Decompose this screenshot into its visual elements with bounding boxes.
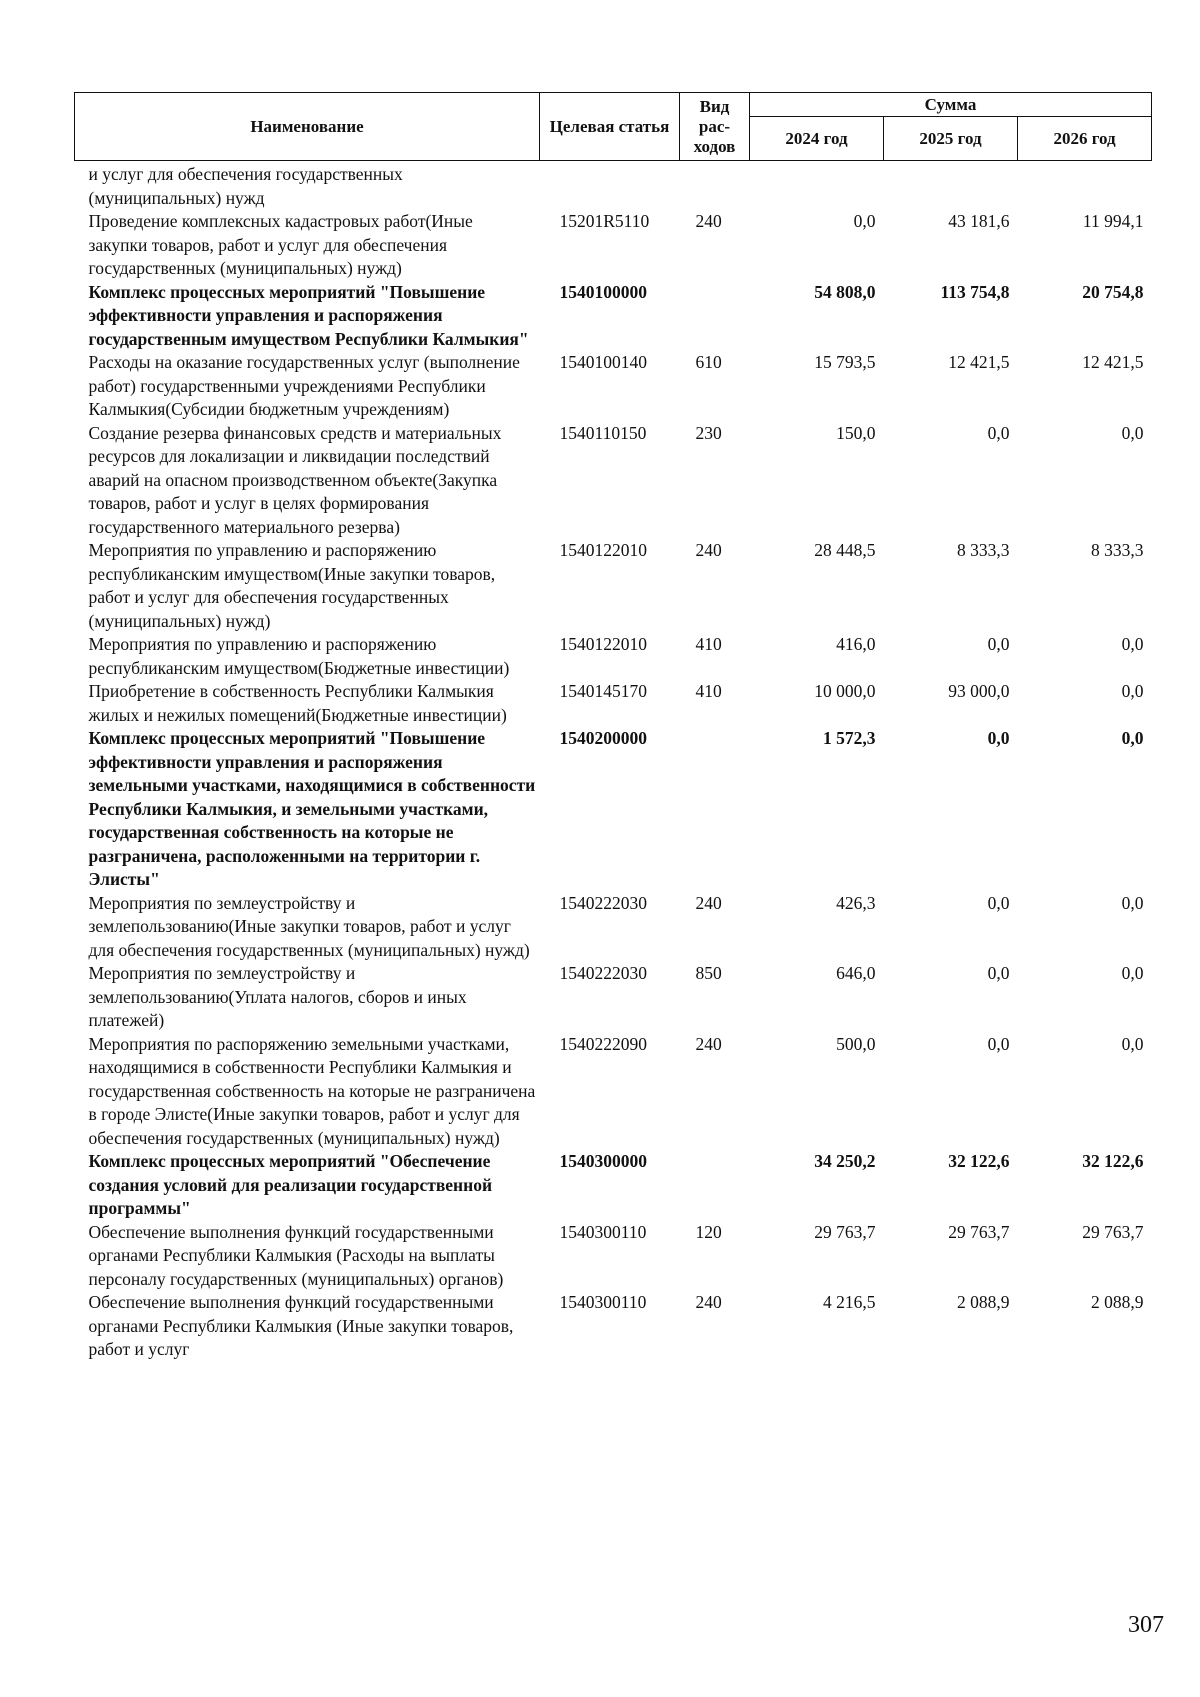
header-name: Наименование <box>75 93 540 161</box>
table-row <box>75 1291 1152 1362</box>
row-sum-2026: 20 754,8 <box>1082 281 1144 302</box>
row-sum-2025: 43 181,6 <box>948 211 1010 231</box>
row-kind: 850 <box>695 963 722 983</box>
row-name: Мероприятия по распоряжению земельными участками, находящимися в собственности Республики Калмыкия и государственная собственность на которые не разграничена в городе Элисте(Иные закупки товаров, работ и услуг для обеспечения государственных (муниципальных) нужд) <box>88 1033 536 1148</box>
row-sum-2026: 2 088,9 <box>1091 1292 1144 1312</box>
row-sum-2024: 150,0 <box>836 422 876 443</box>
row-sum-2025: 2 088,9 <box>957 1292 1010 1312</box>
row-name: Комплекс процессных мероприятий "Повышение эффективности управления и распоряжения государственным имуществом Республики Калмыкия" <box>88 281 529 349</box>
row-sum-2025: 0,0 <box>987 963 1010 983</box>
row-sum-2024: 416,0 <box>836 634 876 654</box>
row-sum-2026: 8 333,3 <box>1091 540 1144 560</box>
row-article: 1540100000 <box>559 281 647 302</box>
table-row <box>75 210 1152 281</box>
table-row <box>75 1033 1152 1151</box>
table-row <box>75 422 1152 540</box>
row-sum-2026: 11 994,1 <box>1082 211 1144 231</box>
row-article: 1540100140 <box>559 352 647 372</box>
header-2024: 2024 год <box>750 117 884 161</box>
row-name: Мероприятия по управлению и распоряжению республиканским имуществом(Иные закупки товаров, работ и услуг для обеспечения государственных (муниципальных) нужд) <box>88 540 496 631</box>
row-sum-2026: 0,0 <box>1121 728 1144 748</box>
row-article: 15201R5110 <box>559 211 650 231</box>
table-header <box>75 93 1152 161</box>
table-row <box>75 161 1152 211</box>
header-article: Целевая статья <box>540 93 680 161</box>
row-sum-2026 <box>1018 161 1152 211</box>
row-sum-2024: 54 808,0 <box>814 281 876 302</box>
row-sum-2024: 10 000,0 <box>814 681 876 701</box>
row-kind: 240 <box>695 211 722 231</box>
header-kind: Вид рас-ходов <box>680 93 750 161</box>
table-body <box>75 161 1152 1362</box>
row-article: 1540300000 <box>559 1151 647 1171</box>
row-name: Проведение комплексных кадастровых работ(Иные закупки товаров, работ и услуг для обеспечения государственных (муниципальных) нужд) <box>88 211 473 278</box>
row-sum-2024: 34 250,2 <box>814 1151 876 1171</box>
row-name: и услуг для обеспечения государственных (муниципальных) нужд <box>88 164 403 208</box>
row-article: 1540222090 <box>559 1033 647 1054</box>
budget-table <box>74 92 1152 1362</box>
row-name: Приобретение в собственность Республики Калмыкия жилых и нежилых помещений(Бюджетные инвестиции) <box>88 681 507 725</box>
row-kind <box>680 1150 750 1221</box>
row-article: 1540122010 <box>559 540 647 560</box>
row-kind: 120 <box>695 1221 722 1242</box>
row-sum-2024: 426,3 <box>836 892 876 913</box>
row-sum-2024: 0,0 <box>853 211 876 231</box>
row-sum-2025: 8 333,3 <box>957 540 1010 560</box>
row-sum-2024: 15 793,5 <box>814 352 876 372</box>
row-name: Обеспечение выполнения функций государственными органами Республики Калмыкия (Расходы на выплаты персоналу государственных (муниципальных) органов) <box>88 1221 504 1289</box>
row-name: Комплекс процессных мероприятий "Повышение эффективности управления и распоряжения земельными участками, находящимися в собственности Республики Калмыкия, и земельными участками, государственная собственность на которые не разграничена, расположенными на территории г. Элисты" <box>88 728 536 889</box>
row-name: Комплекс процессных мероприятий "Обеспечение создания условий для реализации государственной программы" <box>88 1151 493 1218</box>
row-kind: 410 <box>695 681 722 701</box>
row-name: Расходы на оказание государственных услуг (выполнение работ) государственными учреждениями Республики Калмыкия(Субсидии бюджетным учреждениям) <box>88 352 520 419</box>
row-article: 1540222030 <box>559 892 647 913</box>
row-sum-2024: 4 216,5 <box>823 1292 876 1312</box>
row-article: 1540300110 <box>559 1292 647 1312</box>
row-sum-2024 <box>750 161 884 211</box>
row-kind <box>680 727 750 892</box>
row-sum-2024: 28 448,5 <box>814 540 876 560</box>
row-kind <box>680 161 750 211</box>
table-row <box>75 962 1152 1033</box>
row-sum-2025: 0,0 <box>987 728 1010 748</box>
row-name: Обеспечение выполнения функций государственными органами Республики Калмыкия (Иные закупки товаров, работ и услуг <box>88 1292 514 1359</box>
header-2025: 2025 год <box>884 117 1018 161</box>
row-article: 1540122010 <box>559 634 647 654</box>
budget-document <box>74 92 1151 1362</box>
row-name: Мероприятия по землеустройству и землепользованию(Иные закупки товаров, работ и услуг для обеспечения государственных (муниципальных) нужд) <box>88 892 530 960</box>
row-sum-2025: 93 000,0 <box>948 681 1010 701</box>
row-sum-2025 <box>884 161 1018 211</box>
row-article <box>540 161 680 211</box>
row-sum-2025: 12 421,5 <box>948 352 1010 372</box>
row-kind: 240 <box>695 1292 722 1312</box>
row-sum-2026: 12 421,5 <box>1082 352 1144 372</box>
row-sum-2026: 0,0 <box>1121 634 1144 654</box>
table-row <box>75 633 1152 680</box>
row-kind: 240 <box>695 540 722 560</box>
row-sum-2025: 0,0 <box>987 1033 1010 1054</box>
row-article: 1540200000 <box>559 728 647 748</box>
row-sum-2026: 0,0 <box>1121 892 1144 913</box>
row-sum-2026: 0,0 <box>1121 681 1144 701</box>
row-name: Мероприятия по управлению и распоряжению республиканским имуществом(Бюджетные инвестиции) <box>88 634 510 678</box>
header-sum: Сумма <box>750 93 1152 117</box>
row-sum-2024: 500,0 <box>836 1033 876 1054</box>
table-row <box>75 281 1152 352</box>
row-sum-2024: 1 572,3 <box>823 728 876 748</box>
row-article: 1540110150 <box>559 422 647 443</box>
row-article: 1540300110 <box>559 1221 647 1242</box>
row-sum-2026: 0,0 <box>1121 1033 1144 1054</box>
row-sum-2025: 0,0 <box>987 892 1010 913</box>
page-number: 307 <box>1128 1612 1164 1638</box>
row-sum-2024: 29 763,7 <box>814 1221 876 1242</box>
header-2026: 2026 год <box>1018 117 1152 161</box>
table-row <box>75 727 1152 892</box>
row-sum-2026: 0,0 <box>1121 963 1144 983</box>
table-row <box>75 680 1152 727</box>
table-row <box>75 1150 1152 1221</box>
table-row <box>75 351 1152 422</box>
table-row <box>75 1221 1152 1292</box>
row-sum-2026: 0,0 <box>1121 422 1144 443</box>
row-sum-2026: 29 763,7 <box>1082 1221 1144 1242</box>
row-kind: 230 <box>695 422 722 443</box>
row-kind <box>680 281 750 352</box>
row-name: Мероприятия по землеустройству и землепользованию(Уплата налогов, сборов и иных платежей) <box>88 963 467 1030</box>
row-sum-2024: 646,0 <box>836 963 876 983</box>
row-article: 1540222030 <box>559 963 647 983</box>
row-kind: 610 <box>695 352 722 372</box>
row-name: Создание резерва финансовых средств и материальных ресурсов для локализации и ликвидации последствий аварий на опасном производственном объекте(Закупка товаров, работ и услуг в целях формирования государственного материального резерва) <box>88 422 502 537</box>
row-sum-2026: 32 122,6 <box>1082 1151 1144 1171</box>
row-sum-2025: 0,0 <box>987 634 1010 654</box>
row-article: 1540145170 <box>559 681 647 701</box>
row-kind: 410 <box>695 634 722 654</box>
row-kind: 240 <box>695 892 722 913</box>
row-sum-2025: 29 763,7 <box>948 1221 1010 1242</box>
row-sum-2025: 0,0 <box>987 422 1010 443</box>
row-kind: 240 <box>695 1033 722 1054</box>
row-sum-2025: 113 754,8 <box>940 281 1010 302</box>
table-row <box>75 892 1152 963</box>
row-sum-2025: 32 122,6 <box>948 1151 1010 1171</box>
table-row <box>75 539 1152 633</box>
